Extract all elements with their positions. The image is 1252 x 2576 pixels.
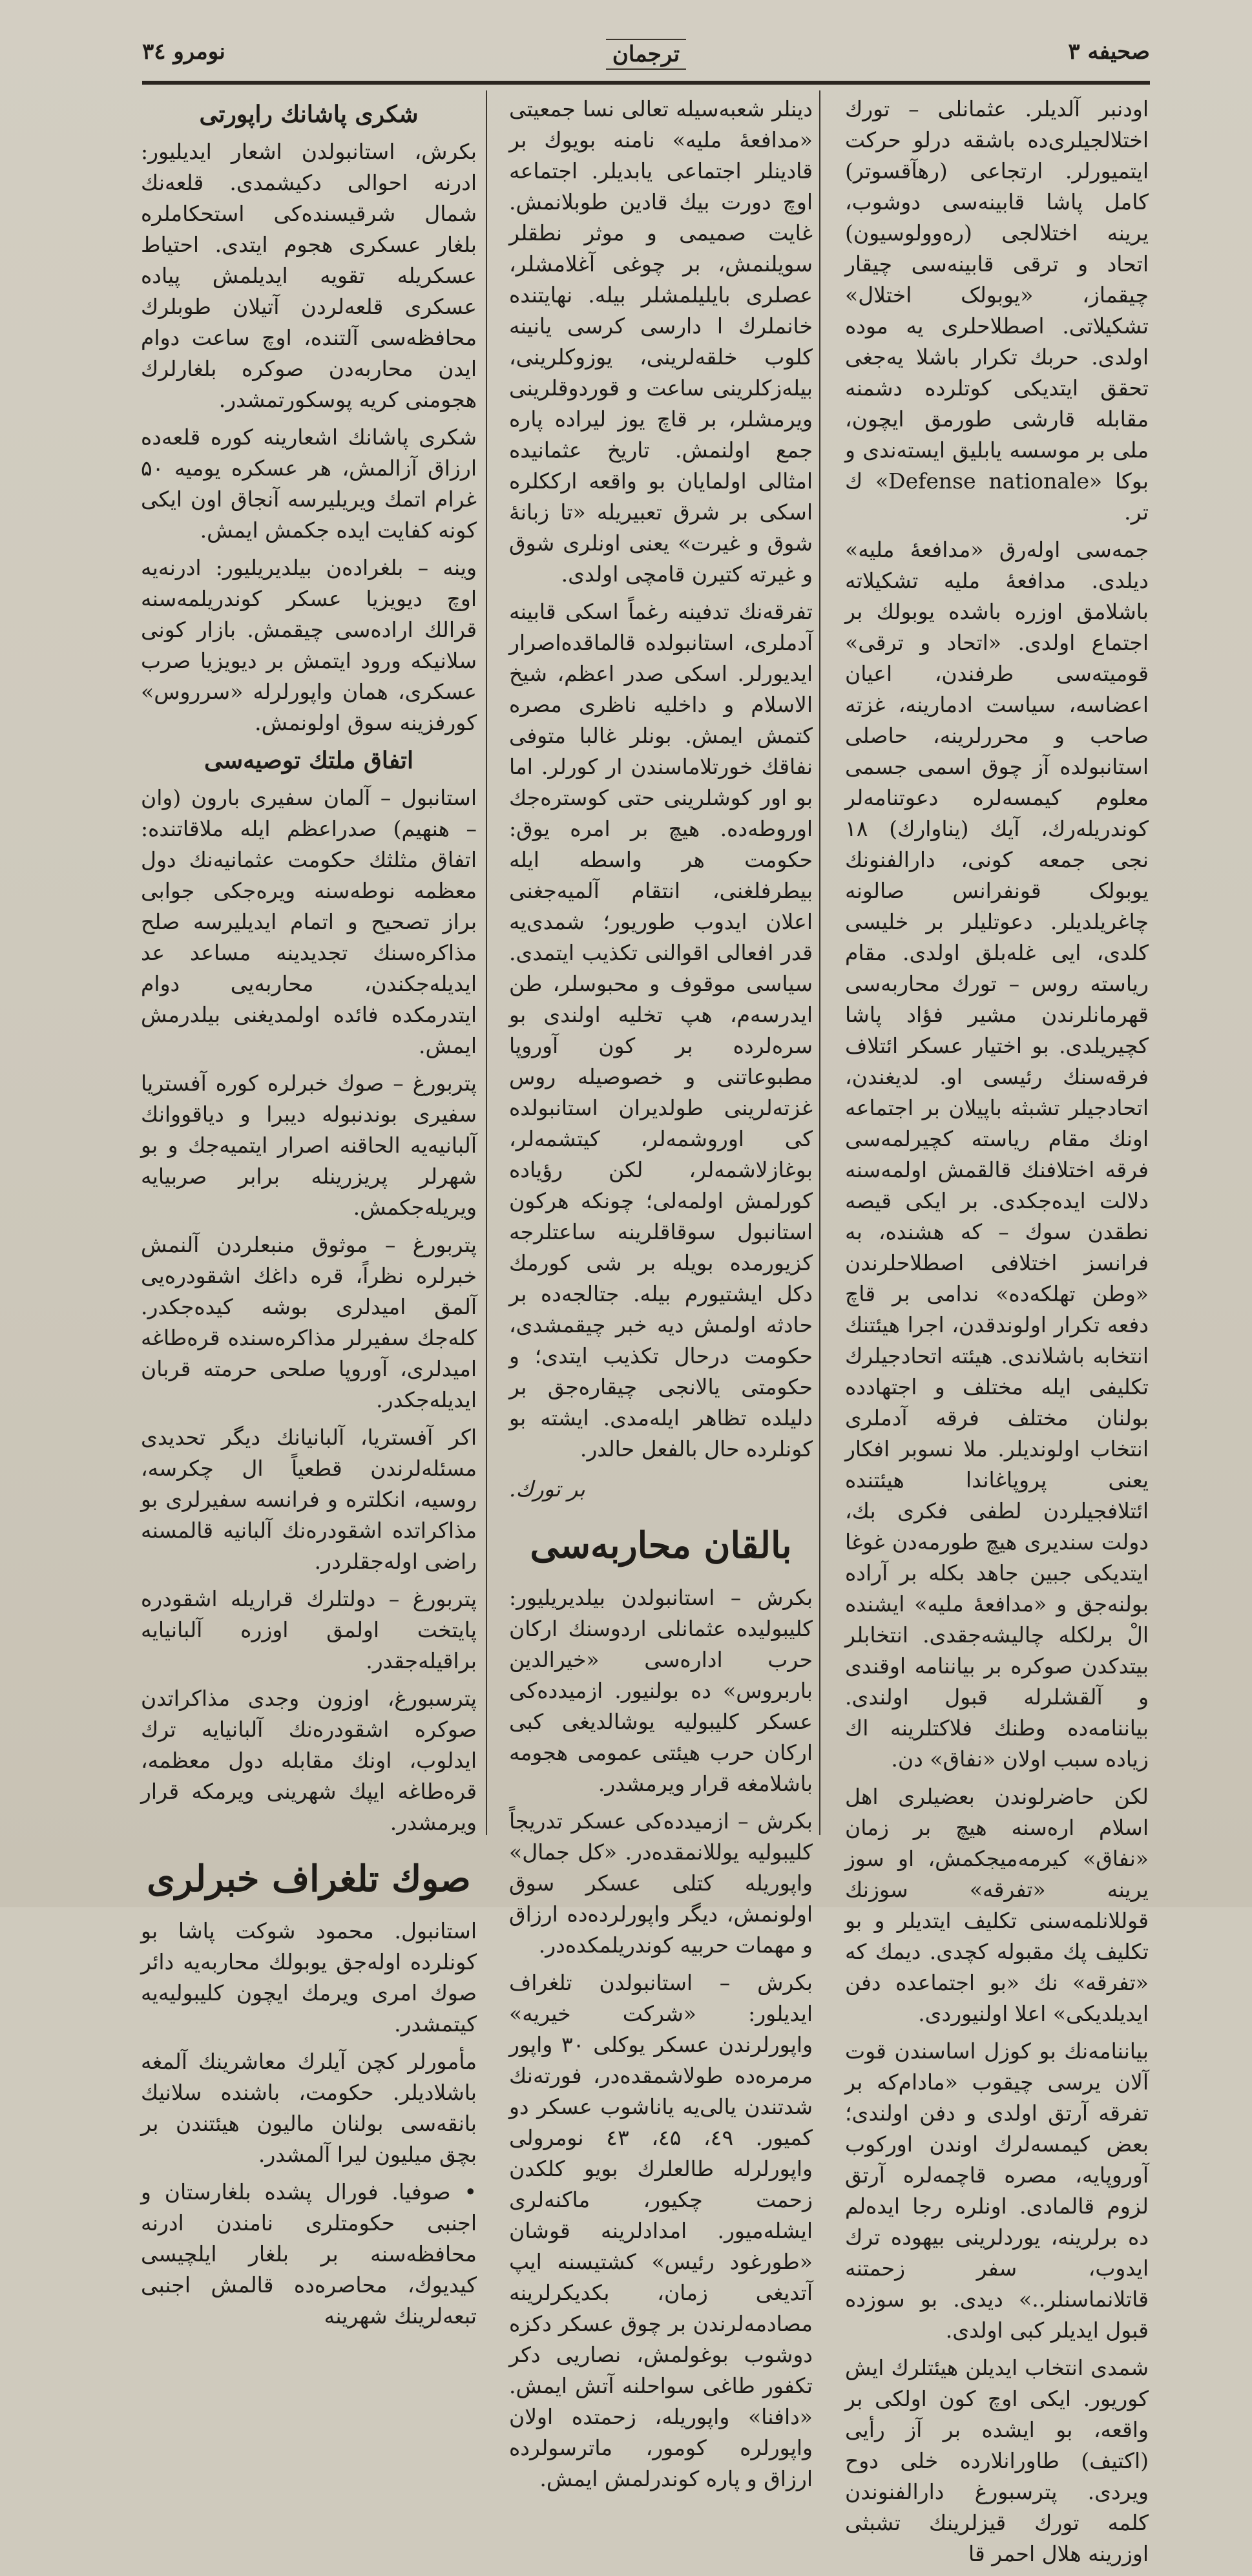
paragraph: استانبول. محمود شوکت پاشا بو کونلرده اولەجق یوبولك محاربه‌یه دائر صوك امری ویرمك ایچون کلیبولیه‌یه کیتمشدر.	[141, 1918, 477, 2037]
paragraph: شکری پاشانك اشعارینه کوره قلعه‌ده ارزاق آزالمش، هر عسکره یومیه ۵۰ غرام اتمك ویریلیرسه آنجاق اون ایکی کونه کفایت ایده جکمش ایمش.	[141, 424, 477, 543]
paragraph: لکن حاضرلوندن بعضیلری اهل اسلام ارەسنه هیچ بر زمان «نفاق» کیرمه‌میجکمش، او سوز یرینه «تفرقه» سوزنك قوللانلمەسنی تکلیف ایتدیلر و بو تکلیف پك مقبوله کچدی. دیمك که «تفرقه» نك «بو اجتماعده دفن ایدیلدیکی» اعلا اولنیوردی.	[845, 1784, 1149, 2026]
paragraph: اکر آفستریا، آلبانیانك دیگر تحدیدی مسئلەلرندن قطعیاً ال چکرسه، روسیه، انکلتره و فرانسه سفیرلری بو مذاکراتده اشقودرەنك آلبانیه قالمسنه راضی اولەجقلردر.	[141, 1425, 477, 1574]
signature: بر تورك.	[509, 1476, 585, 1502]
paragraph: پتربورغ – صوك خبرلره کوره آفستریا سفیری بوندنبوله دیبرا و دیاقووانك آلبانیه‌یه الحاقنه اصرار ایتمیه‌جك و بو شهرلر پریزرینله برابر صربیایه ویریلەجکمش.	[141, 1071, 477, 1220]
page-header	[142, 39, 1150, 78]
paragraph: بیاننامەنك بو کوزل اساسندن قوت آلان یرسی چیقوب «مادام‌که بر تفرقه آرتق اولدی و دفن اولندی؛ بعض کیمسەلرك اوندن اورکوب آوروپایه، مصره قاچمەلره آرتق لزوم قالمادی. اونلره رجا ایدەلم ده برلرینه، یوردلرینی بیهوده ترك ایدوب، سفر زحمتنه قاتلانماسنلر..» دیدی. بو سوزده قبول ایدیلر کبی اولدی.	[845, 2038, 1149, 2343]
column-left	[141, 94, 477, 2338]
paragraph: بکرش – استانبولدن بیلدیریلیور: کلیبولیده عثمانلی اردوسنك ارکان حرب ادارەسی «خیرالدین باربروس» ده بولنیور. ازمیدده‌کی عسکر کلیبولیه یوشالدیغی کبی ارکان حرب هیئتی عمومی هجومه باشلامغه قرار ویرمشدر.	[509, 1585, 813, 1796]
paragraph: بکرش – ازمیدده‌کی عسکر تدریجاً کلیبولیه یوللانمقده‌در. «کل جمال» واپوریله کتلی عسکر سوق اولونمش، دیگر واپورلرده‌ده ارزاق و مهمات حربیه کوندریلمکده‌در.	[509, 1808, 813, 1958]
column-divider	[819, 90, 820, 1835]
paragraph: وینه – بلغرادەن بیلدیریلیور: ادرنه‌یه اوچ دیویزیا عسکر کوندریلمەسنه قرالك ارادەسی چیقمش. بازار کونی سلانیکه ورود ایتمش بر دیویزیا صرب عسکری، همان واپورلرله «سرروس» کورفزینه سوق اولونمش.	[141, 555, 477, 735]
column-divider	[486, 90, 487, 1835]
paragraph: بکرش، استانبولدن اشعار ایدیلیور: ادرنه احوالی دکیشمدی. قلعه‌نك شمال شرقیسنده‌کی استحکاملره بلغار عسکری هجوم ایتدی. احتیاط عسکریله تقویه ایدیلمش پیاده عسکری قلعەلردن آتیلان طوبلرك محافظەسی آلتنده، اوچ ساعت دوام ایدن محاربەدن صوکره بلغارلرك هجومنی کریه پوسکورتمشدر.	[141, 139, 477, 412]
masthead	[581, 39, 711, 70]
section-heading-shukri-pasha-report: شکری پاشانك راپورتی	[199, 101, 419, 128]
paragraph: مأمورلر کچن آیلرك معاشرینك آلمغه باشلادیلر. حکومت، باشنده سلانیك بانقەسی بولنان مالیون هیئتندن بر بچق میلیون لیرا آلمشدر.	[141, 2049, 477, 2167]
paragraph: اودنبر آلدیلر. عثمانلی – تورك اختلالجیلری‌ده باشقه درلو حرکت ایتمیورلر. ارتجاعی (رهآقسوتر) کامل پاشا قابینه‌سی دوشوب، یرینه اختلالجی (رەوولوسیون) اتحاد و ترقی قابینه‌سی چیقار چیقماز، «یوبولک اختلال» تشکیلاتی. اصطلاحلری یه موده اولدی. حربك تکرار باشلا یه‌جغی تحقق ایتدیکی کوتلرده دشمنه مقابله قارشی طورمق ایچون، ملی بر موسسه یابلیق ایسته‌ندی و بوکا «Defense nationale» ك تر.	[845, 96, 1149, 525]
paragraph: پتربورغ – موثوق منبعلردن آلنمش خبرلره نظراً، قره داغك اشقودرەیی آلمق امیدلری بوشه کیده‌جکدر. کلەجك سفیرلر مذاکرەسنده قره‌طاغه امیدلری، آوروپا صلحی حرمته قربان ایدیلەجکدر.	[141, 1232, 477, 1412]
column-middle	[509, 94, 813, 2501]
paragraph: دینلر شعبەسیله تعالی نسا جمعیتی «مدافعهٔ ملیه» نامنه بویوك بر قادینلر اجتماعی یابدیلر. اجتماعه اوچ دورت بیك قادین طوبلانمش. غایت صمیمی و موثر نطقلر سویلنمش، بر چوغی آغلامشلر، عصلری بایلیلمشلر بیله. نهایتنده خانملرك ا دارسی کرسی یانینه کلوب خلقەلرینی، یوزوکلرینی، بیلەزکلرینی ساعت و قوردوقلرینی ویرمشلر، بر قاچ یوز لیرادە پاره جمع اولنمش. تاریخ عثمانیده امثالی اولمایان بو واقعه ارککلره اسکی بر شرق تعبیریله «تا زبانهٔ شوق و غیرت» یعنی اونلری شوق و غیرته کتیرن قامچی اولدی.	[509, 96, 813, 587]
paragraph: بکرش – استانبولدن تلغراف ایدیلور: «شرکت خیریه» واپورلرندن عسکر یوکلی ۳۰ واپور مرمره‌ده طولاشمقده‌در، فورته‌نك شدتندن یالی‌یه یاناشوب عسکر دو کمیور. ٤۹، ٤۵، ٤۳ نومرولی واپورلرله طالعلرك بویو کلکدن زحمت چکیور، ماکنەلری ایشله‌میور. امدادلرینه قوشان «طورغود رئیس» کشتیسنه ایپ آتدیغی زمان، بکدیکرلرینه مصادمه‌لرندن بر چوق عسکر دکزه دوشوب بوغولمش، نصاریی دکر تکفور طاغی سواحلنه آتش ایمش. «دافنا» واپوریله، زحمتده اولان واپورلره کومور، ماترسولرده ارزاق و پاره کوندرلمش ایمش.	[509, 1970, 813, 2491]
paragraph: استانبول – آلمان سفیری بارون (وان – هنهیم) صدراعظم ایله ملاقاتنده: اتفاق مثلثك حکومت عثمانیه‌نك دول معظمه نوطەسنه ویره‌جکی جوابی براز تصحیح و اتمام ایدیلیرسه صلح مذاکرەسنك تجدیدینه مساعد عد ایدیلەجکندن، محاربه‌یی دوام ایتدرمکده فائده اولمدیغنی بیلدرمش ایمش.	[141, 785, 477, 1058]
section-heading-latest-telegrams: صوك تلغراف خبرلری	[147, 1858, 471, 1900]
section-heading-balkan-war: بالقان محاربەسی	[530, 1524, 792, 1567]
page-number: صحیفه ۳	[1068, 39, 1150, 65]
issue-number: نومرو ۳٤	[142, 39, 225, 65]
header-rule	[142, 81, 1150, 85]
paragraph: جمه‌سی اولەرق «مدافعهٔ ملیه» دیلدی. مدافعهٔ ملیه تشکیلاته باشلامق اوزره باشده یوبولك بر اجتماع اولدی. «اتحاد و ترقی» قومیته‌سی طرفندن، اعیان اعضاسه، سیاست ادمارینه، غزته صاحب و محررلرینه، حاصلی استانبولده آز چوق اسمی جسمی معلوم کیمسەلره دعوتنامەلر کوندریلەرك، آیك (یناوارك) ۱۸ نجی جمعه کونی، دارالفنونك یوبولک قونفرانس صالونه چاغریلدیلر. دعوتلیلر بر خلیسی کلدی، ایی غلەبلق اولدی. مقام ریاسته روس – تورك محاربەسی قهرمانلرندن مشیر فؤاد پاشا کچیریلدی. بو اختیار عسکر ائتلاف فرقەسنك رئیسی او. لدیغندن، اتحادجیلر تشبثه باپیلان بر اجتماعه اونك مقام ریاسته کچیرلمه‌سی فرقه اختلافنك قالقمش اولمەسنه دلالت ایدەجکدی. بر ایکی قیصه نطقدن سوك – که هشنده، به فرانسز اختلافی اصطلاحلرندن «وطن تهلکه‌ده» ندامی بر قاچ دفعه تکرار اولوندقدن، اجرا هیئتنك انتخابه باشلاندی. هیئته اتحادجیلرك تکلیفی ایله مختلف و اجتهادده بولنان مختلف فرقه آدملری انتخاب اولوندیلر. ملا نسوبر افکار یعنی پروپاغاندا هیئتنده ائتلافجیلردن لطفی فکری بك، دولت سندیری هیچ طورمەدن غوغا ایتدیکی جبین جاهد بکله بر آرادە بولنەجق و «مدافعهٔ ملیه» ایشنده الْ برلکله چالیشه‌جقدی. انتخابلر بیتدکدن صوکره بر بیاننامه اوقندی و آلقشلرله قبول اولندی. بیاننامه‌ده وطنك فلاکتلرینه اك زیاده سبب اولان «نفاق» دن.	[845, 537, 1149, 1772]
paragraph: شمدی انتخاب ایدیلن هیئتلرك ایش کوریور. ایکی اوچ کون اولکی بر واقعه، بو ایشده بر آز رأیی (اکتیف) طاورانلارده خلی دوح ویردی. پترسبورغ دارالفنوندن کلمه تورك قیزلرینك تشبثی اوزرینه هلال احمر قا	[845, 2355, 1149, 2566]
masthead-title: ترجمان	[606, 39, 686, 70]
paragraph: • صوفیا. فورال پشده بلغارستان و اجنبی حکومتلری نامندن ادرنه محافظه‌سنه بر بلغار ایلچیسی کیدیوك، محاصره‌ده قالمش اجنبی تبعەلرینك شهرینه	[141, 2179, 477, 2329]
section-heading-triple-alliance: اتفاق ملتك توصیه‌سی	[203, 747, 414, 774]
column-right	[845, 94, 1149, 2576]
paragraph: پتربورغ – دولتلرك قراریله اشقودره پایتخت اولمق اوزره آلبانیایه براقیلەجقدر.	[141, 1586, 477, 1673]
paragraph: پترسبورغ، اوزون وجدی مذاکراتدن صوکره اشقودرەنك آلبانیایه ترك ایدلوب، اونك مقابله دول معظمه، قره‌طاغه ایپك شهرینی ویرمکه قرار ویرمشدر.	[141, 1686, 477, 1835]
paragraph: تفرقەنك تدفینه رغماً اسکی قابینه آدملری، استانبولده قالماقده‌اصرار ایدیورلر. اسکی صدر اعظم، شیخ الاسلام و داخلیه ناظری مصره کتمش ایمش. بونلر غالبا متوفی نفاقك خورتلاماسندن ار کورلر. اما بو اور کوشلرینی حتی کوستره‌جك اوروطه‌ده. هیچ بر امره یوق: حکومت هر واسطه ایله بیطرفلغنی، انتقام آلمیه‌جغنی اعلان ایدوب طوریور؛ شمدی‌یه قدر افعالی اقوالنی تکذیب ایتمدی. سیاسی موقوف و محبوسلر، طن ایدرسەم، هپ تخلیه اولندی بو سرەلرده بر کون آوروپا مطبوعاتنی و خصوصیله روس غزته‌لرینی طولدیران استانبولده کی اوروشمەلر، کیتشمەلر، بوغازلاشمەلر، لکن رؤیاده کورلمش اولمەلی؛ چونکه هرکون استانبول سوقاقلرینه ساعتلرجه کزیورمده بویله بر شی کورمك دکل ایشتیورم بیله. جتالجه‌ده بر حادثه اولمش دیه خبر چیقمشدی، حکومت درحال تکذیب ایتدی؛ و حکومتی یالانجی چیقارەجق بر دلیلده تظاهر ایله‌مدی. ایشته بو کونلرده حال بالفعل حالدر.	[509, 599, 813, 1461]
